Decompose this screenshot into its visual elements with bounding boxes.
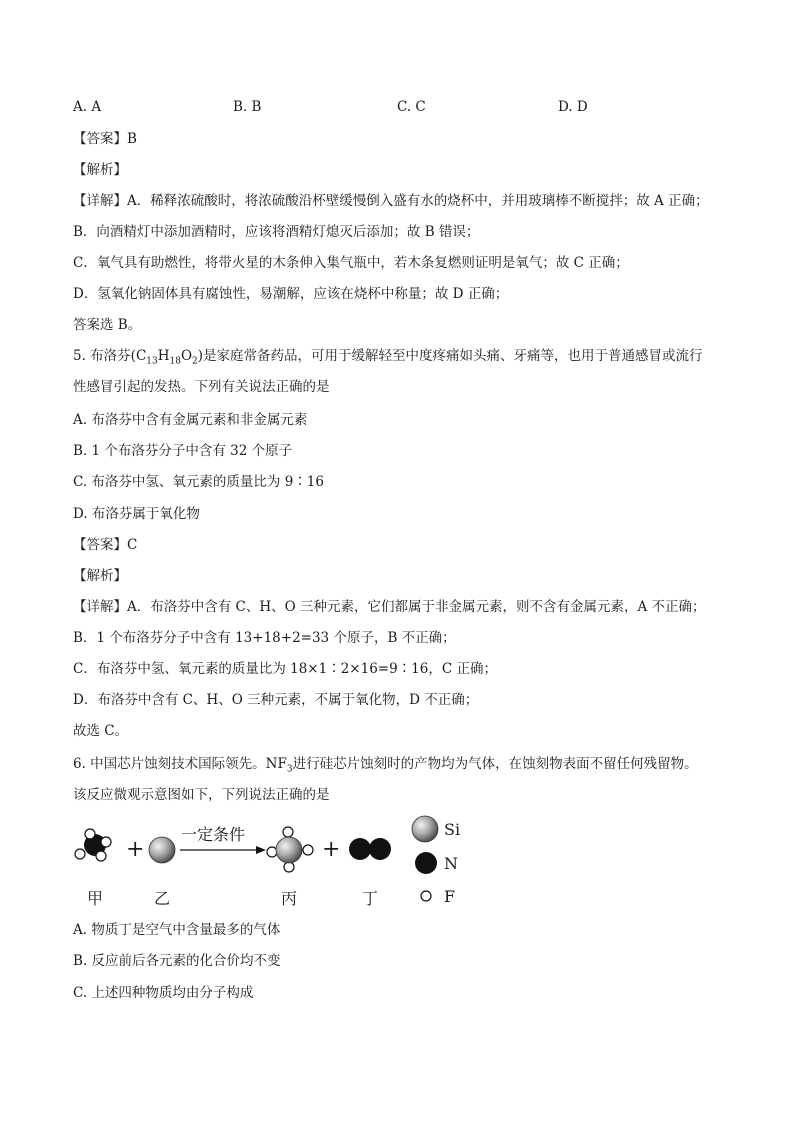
f-atom: [283, 827, 293, 837]
q4-answer: 【答案】B: [73, 131, 137, 147]
n-atom: [349, 838, 371, 860]
q6-stem-line1: 6. 中国芯片蚀刻技术国际领先。$NF_3$进行硅芯片蚀刻时的产物均为气体，在蚀刻物表面不留任何残留物。: [73, 756, 698, 775]
q4-detail-line: B．向酒精灯中添加酒精时，应该将酒精灯熄灭后添加；故 B 错误；: [73, 224, 480, 240]
q5-analysis-heading: 【解析】: [73, 568, 127, 584]
q4-analysis-heading: 【解析】: [73, 162, 127, 178]
q6-option-c: C. 上述四种物质均由分子构成: [73, 985, 254, 1001]
q4-detail-line: C．氧气具有助燃性，将带火星的木条伸入集气瓶中，若木条复燃则证明是氧气；故 C 正确；: [73, 255, 629, 271]
reaction-diagram: [70, 812, 470, 912]
legend-f-atom: [421, 891, 431, 901]
q5-stem-line2: 性感冒引起的发热。下列有关说法正确的是: [73, 379, 330, 395]
f-atom: [85, 829, 95, 839]
f-atom: [75, 849, 85, 859]
q4-detail-line: 【详解】A．稀释浓硫酸时，将浓硫酸沿杯壁缓慢倒入盛有水的烧杯中，并用玻璃棒不断搅拌；故 A 正确；: [73, 193, 709, 209]
q5-detail-line: B．1 个布洛芬分子中含有 13+18+2=33 个原子，B 不正确；: [73, 630, 456, 646]
f-atom: [96, 851, 106, 861]
q5-option-a: A. 布洛芬中含有金属元素和非金属元素: [73, 412, 308, 428]
molecule-yi: [149, 837, 175, 863]
n-atom: [369, 838, 391, 860]
f-atom: [267, 847, 277, 857]
q4-option-b: B. B: [233, 99, 262, 115]
q6-option-b: B. 反应前后各元素的化合价均不变: [73, 953, 281, 969]
si-atom: [276, 837, 302, 863]
legend-n-atom: [415, 852, 437, 874]
f-atom: [284, 862, 294, 872]
label-ding: 丁: [362, 889, 379, 908]
q5-option-b: B. 1 个布洛芬分子中含有 32 个原子: [73, 443, 293, 459]
label-jia: 甲: [87, 889, 104, 908]
legend-si-atom: [412, 816, 438, 842]
label-bing: 丙: [281, 889, 298, 908]
q4-option-c: C. C: [397, 99, 426, 115]
q5-detail-line: D．布洛芬中含有 C、H、O 三种元素，不属于氧化物，D 不正确；: [73, 692, 479, 708]
q5-conclusion: 故选 C。: [73, 723, 129, 739]
q6-stem-line2: 该反应微观示意图如下，下列说法正确的是: [73, 787, 330, 803]
f-atom: [101, 837, 111, 847]
f-atom: [303, 845, 313, 855]
q5-stem-line1: 5. 布洛芬$(C_{13}H_{18}O_2)$是家庭常备药品，可用于缓解轻至中度疼痛如头痛、牙痛等，也用于普通感冒或流行: [73, 348, 703, 367]
q5-detail-line: 【详解】A．布洛芬中含有 C、H、O 三种元素，它们都属于非金属元素，则不含有金属元素，A 不正确；: [73, 599, 706, 615]
label-yi: 乙: [154, 889, 171, 908]
q4-option-a: A. A: [73, 99, 102, 115]
molecule-bing: [267, 827, 313, 872]
legend-si-label: Si: [444, 820, 461, 839]
q5-answer: 【答案】C: [73, 537, 138, 553]
plus-sign: +: [126, 837, 145, 862]
reaction-condition: 一定条件: [181, 825, 246, 844]
legend-n-label: N: [444, 854, 458, 873]
legend: [412, 816, 460, 906]
q4-option-d: D. D: [558, 99, 588, 115]
molecule-jia: [75, 829, 111, 861]
q4-detail-line: D．氢氧化钠固体具有腐蚀性，易潮解，应该在烧杯中称量；故 D 正确；: [73, 286, 509, 302]
q6-option-a: A. 物质丁是空气中含量最多的气体: [73, 922, 281, 938]
molecule-ding: [349, 838, 391, 860]
arrow-head: [256, 846, 266, 854]
plus-sign: +: [322, 837, 341, 862]
q5-option-d: D. 布洛芬属于氧化物: [73, 506, 200, 522]
legend-f-label: F: [444, 887, 456, 906]
q4-conclusion: 答案选 B。: [73, 317, 142, 333]
q5-option-c: C. 布洛芬中氢、氧元素的质量比为 9∶16: [73, 474, 324, 490]
q5-detail-line: C．布洛芬中氢、氧元素的质量比为 18×1∶2×16=9∶16，C 正确；: [73, 661, 497, 677]
